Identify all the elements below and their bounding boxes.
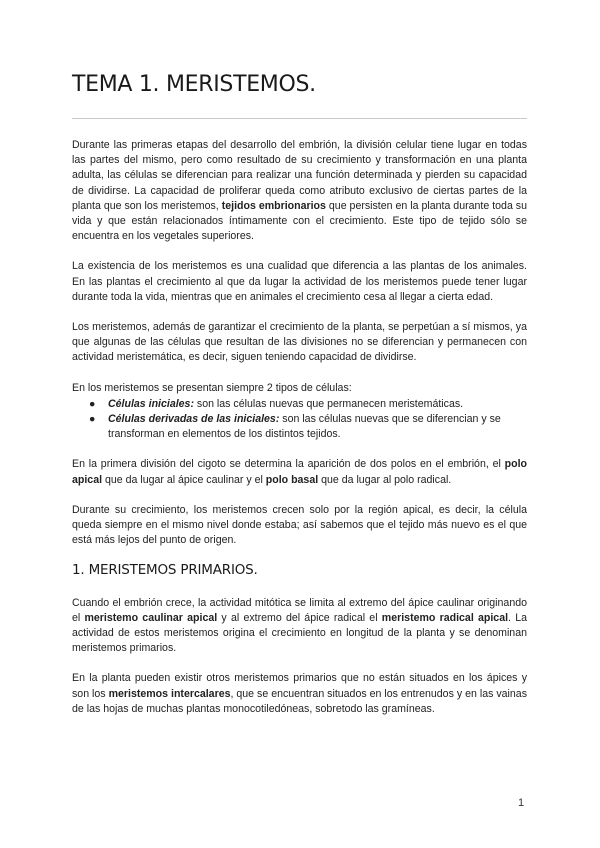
text-run: En la primera división del cigoto se determina la aparición de dos polos en el embrión, el xyxy=(72,458,505,471)
page-title: TEMA 1. MERISTEMOS. xyxy=(72,72,316,97)
bold-term: polo basal xyxy=(265,473,319,486)
list-item xyxy=(72,397,527,412)
section-heading: 1. MERISTEMOS PRIMARIOS. xyxy=(72,562,258,579)
text-run: y al extremo del ápice radical el xyxy=(217,611,382,624)
paragraph-existence: La existencia de los meristemos es una cualidad que diferencia a las plantas de los animales. En las plantas el crecimiento al que da lugar la actividad de los meristemos puede tener lugar durante toda la vida, mientras que en animales el crecimiento cesa al llegar a cierta edad. xyxy=(72,260,527,303)
bold-term: Células derivadas de las iniciales: xyxy=(108,413,280,426)
text-run: que persisten en la planta durante toda su vida y que están relacionados íntimamente con el crecimiento. Este tipo de tejido sólo se encuentra en los vegetales superiores. xyxy=(72,199,527,243)
paragraph-poles xyxy=(72,457,527,487)
bold-term: meristemos intercalares xyxy=(108,687,231,700)
paragraph-growth: Durante su crecimiento, los meristemos crecen solo por la región apical, es decir, la célula queda siempre en el mismo nivel donde estaba; así sabemos que el tejido más nuevo es el que está más lejos del punto de origen. xyxy=(72,503,527,547)
bold-term: meristemo radical apical xyxy=(381,611,509,624)
cell-types-list xyxy=(72,397,527,443)
text-run: son las células nuevas que se diferencian y se transforman en elementos de los distintos tejidos. xyxy=(108,413,501,441)
text-run: que da lugar al ápice caulinar y el xyxy=(102,473,266,486)
list-item xyxy=(72,412,527,442)
paragraph-intro xyxy=(72,138,527,244)
title-divider xyxy=(72,118,527,119)
text-run: Durante las primeras etapas del desarrollo del embrión, la división celular tiene lugar en todas las partes del mismo, pero como resultado de su crecimiento y transformación en una planta adulta, las células se diferencian para realizar una función determinada y pierden su capacidad de dividirse. La capacidad de proliferar queda como atributo exclusivo de ciertas partes de la planta que son los meristemos, xyxy=(72,139,527,212)
bold-term: tejidos embrionarios xyxy=(221,199,326,212)
text-run: . La actividad de estos meristemos origina el crecimiento en longitud de la planta y se denominan meristemos primarios. xyxy=(72,611,527,655)
text-run: Cuando el embrión crece, la actividad mitótica se limita al extremo del ápice caulinar originando el xyxy=(72,596,527,624)
text-run: En la planta pueden existir otros meristemos primarios que no están situados en los ápices y son los xyxy=(72,672,527,700)
text-run: , que se encuentran situados en los entrenudos y en las vainas de las hojas de muchas plantas monocotiledóneas, sobretodo las gramíneas. xyxy=(72,687,527,715)
bold-term: Células iniciales: xyxy=(108,397,194,410)
paragraph-perpetuation: Los meristemos, además de garantizar el crecimiento de la planta, se perpetúan a sí mismos, ya que algunas de las células que resultan de las divisiones no se diferencian y permanecen con actividad meristemática, es decir, siguen teniendo capacidad de dividirse. xyxy=(72,321,527,364)
paragraph-intercalary xyxy=(72,671,527,717)
bullet-icon: ● xyxy=(89,413,96,426)
document-body xyxy=(72,138,527,732)
paragraph-cell-types: En los meristemos se presentan siempre 2 tipos de células: xyxy=(72,381,352,394)
page-number: 1 xyxy=(518,797,525,809)
paragraph-primary xyxy=(72,596,527,657)
text-run: que da lugar al polo radical. xyxy=(318,473,452,486)
text-run: son las células nuevas que permanecen meristemáticas. xyxy=(193,397,464,410)
bullet-icon: ● xyxy=(89,397,96,410)
bold-term: polo apical xyxy=(72,458,527,486)
bold-term: meristemo caulinar apical xyxy=(84,611,218,624)
